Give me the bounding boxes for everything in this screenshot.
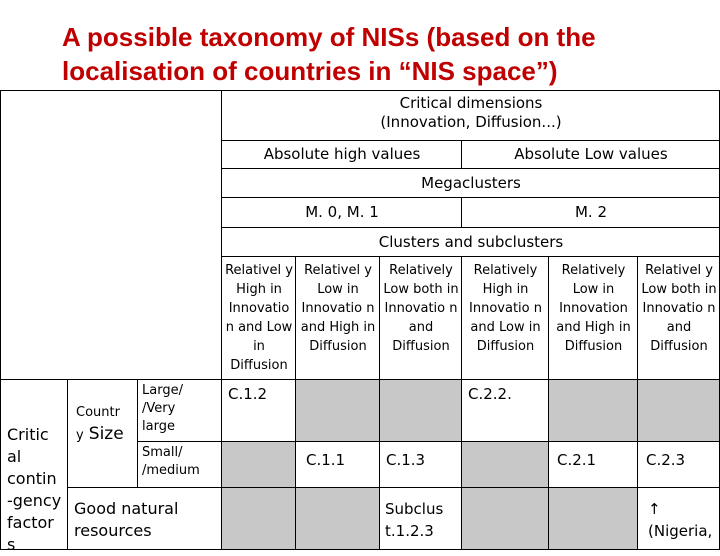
cell-empty-r2-1 xyxy=(221,441,296,488)
megaclusters-label: Megaclusters xyxy=(421,174,521,192)
cell-c12-label: C.1.2 xyxy=(228,385,268,403)
large-size-cell xyxy=(137,379,222,442)
cluster-column-3-label: Relatively Low both in Innovatio n and Diffusion xyxy=(383,263,459,354)
cell-empty-r3-4 xyxy=(461,487,549,550)
absolute-low-cell xyxy=(461,140,720,169)
cell-empty-r2-4 xyxy=(461,441,549,488)
critical-dimensions-cell xyxy=(221,90,720,141)
absolute-high-label: Absolute high values xyxy=(263,145,421,163)
absolute-low-label: Absolute Low values xyxy=(514,145,668,163)
cell-c13 xyxy=(379,441,462,488)
cell-c13-label: C.1.3 xyxy=(386,451,426,469)
clusters-cell xyxy=(221,227,720,257)
cell-empty-r3-1 xyxy=(221,487,296,550)
cluster-column-2-label: Relativel y Low in Innovatio n and High in Diffusion xyxy=(300,263,376,354)
cell-c12 xyxy=(221,379,296,442)
country-size-text-2 xyxy=(76,424,124,445)
cluster-column-1 xyxy=(221,256,296,380)
cell-c11-label: C.1.1 xyxy=(306,451,346,469)
cell-c23-label: C.2.3 xyxy=(646,451,686,469)
cell-c21 xyxy=(548,441,638,488)
cell-subcluster xyxy=(379,487,462,550)
cell-nigeria xyxy=(637,487,720,550)
critical-contingency-cell xyxy=(0,379,68,554)
cluster-column-5 xyxy=(548,256,638,380)
cell-empty-r3-5 xyxy=(548,487,638,550)
cell-c22-label: C.2.2. xyxy=(468,385,512,403)
cluster-column-6-label: Relativel y Low both in Innovatio n and Diffusion xyxy=(641,263,717,354)
cell-c21-label: C.2.1 xyxy=(557,451,597,469)
m2-cell xyxy=(461,197,720,228)
critical-contingency-text: Critic al contin -gency factor s xyxy=(7,425,62,554)
clusters-label: Clusters and subclusters xyxy=(378,233,564,251)
critical-contingency-label xyxy=(7,424,65,556)
natural-resources-cell xyxy=(67,487,222,550)
small-size-label: Small/ /medium xyxy=(142,445,200,478)
absolute-high-cell xyxy=(221,140,462,169)
megaclusters-cell xyxy=(221,168,720,198)
cell-c22 xyxy=(461,379,549,442)
cluster-column-4-label: Relatively High in Innovatio n and Low in Diffusion xyxy=(469,263,542,354)
cell-empty-r1-6 xyxy=(637,379,720,442)
natural-resources-label: Good natural resources xyxy=(74,499,179,540)
title-line-2: localisation of countries in “NIS space”) xyxy=(62,56,558,86)
country-size-y: y xyxy=(76,428,84,443)
country-size-cell xyxy=(67,379,138,488)
critical-dimensions-sub-label: (Innovation, Diffusion...) xyxy=(380,113,562,131)
critical-dimensions-label: Critical dimensions xyxy=(399,94,543,112)
small-size-cell xyxy=(137,441,222,488)
cell-empty-r1-2 xyxy=(295,379,380,442)
cell-c23 xyxy=(637,441,720,488)
blank-corner-cell xyxy=(0,90,222,380)
cell-empty-r1-3 xyxy=(379,379,462,442)
m01-cell xyxy=(221,197,462,228)
m01-label: M. 0, M. 1 xyxy=(305,203,379,221)
large-size-label: Large/ /Very large xyxy=(142,383,183,434)
title-line-1: A possible taxonomy of NISs (based on the xyxy=(62,22,596,52)
cluster-column-5-label: Relatively Low in Innovation and High in Diffusion xyxy=(556,263,631,354)
cell-empty-r3-2 xyxy=(295,487,380,550)
m2-label: M. 2 xyxy=(574,203,608,221)
cluster-column-2 xyxy=(295,256,380,380)
cluster-column-4 xyxy=(461,256,549,380)
cell-nigeria-label: ↑ (Nigeria, xyxy=(648,500,713,540)
country-size-word: Size xyxy=(88,424,124,444)
cell-subcluster-label: Subclus t.1.2.3 xyxy=(385,500,444,540)
cluster-column-3 xyxy=(379,256,462,380)
cell-empty-r1-5 xyxy=(548,379,638,442)
page-title xyxy=(62,20,712,88)
cell-c11 xyxy=(295,441,380,488)
cluster-column-1-label: Relativel y High in Innovatio n and Low in Diffusion xyxy=(225,263,293,373)
country-size-text-1: Countr xyxy=(76,405,120,420)
cluster-column-6 xyxy=(637,256,720,380)
